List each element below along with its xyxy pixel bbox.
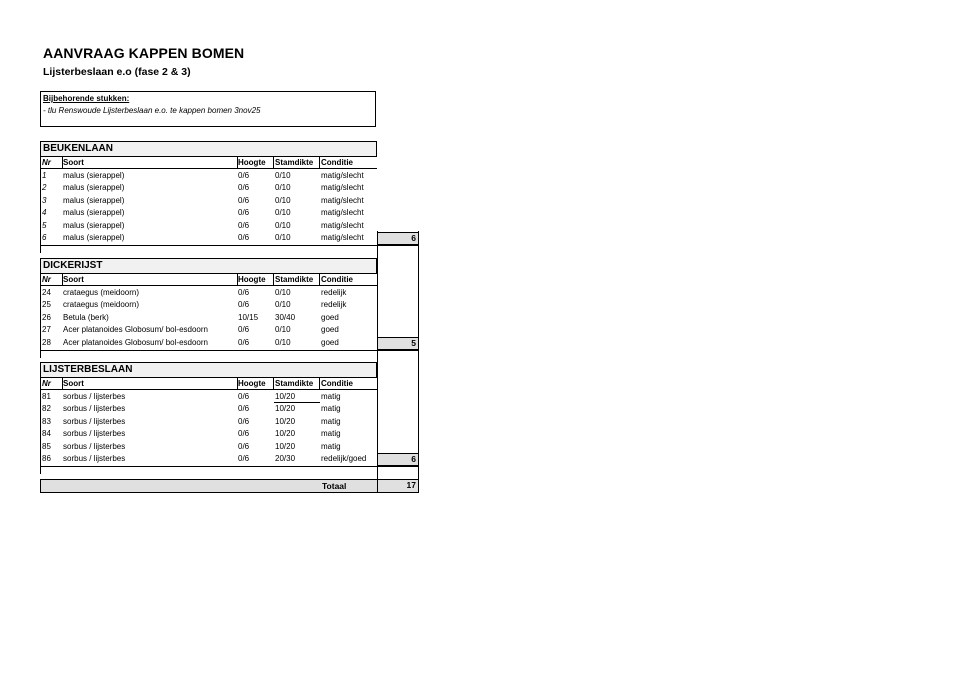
stamdikte-cell: 0/10 bbox=[275, 233, 291, 242]
section-gap-border bbox=[40, 350, 41, 358]
nr-cell: 2 bbox=[42, 183, 47, 193]
conditie-cell: matig bbox=[321, 392, 341, 401]
column-separator bbox=[237, 378, 238, 390]
soort-cell: Acer platanoides Globosum/ bol-esdoorn bbox=[63, 325, 208, 335]
notes-line: - tlu Renswoude Lijsterbeslaan e.o. te kappen bomen 3nov25 bbox=[43, 106, 261, 115]
subtotal-column bbox=[377, 231, 419, 479]
nr-cell: 81 bbox=[42, 392, 51, 401]
stamdikte-cell: 0/10 bbox=[275, 208, 291, 218]
column-header: Nr bbox=[42, 275, 51, 284]
stamdikte-cell: 0/10 bbox=[275, 220, 291, 230]
hoogte-cell: 0/6 bbox=[238, 441, 250, 451]
total-value: 17 bbox=[377, 479, 419, 493]
column-header: Stamdikte bbox=[275, 275, 314, 284]
nr-cell: 84 bbox=[42, 429, 51, 439]
column-separator bbox=[62, 378, 63, 390]
soort-cell: crataegus (meidoorn) bbox=[63, 288, 140, 297]
column-header: Hoogte bbox=[238, 158, 266, 167]
conditie-cell: matig bbox=[321, 404, 341, 414]
hoogte-cell: 0/6 bbox=[238, 429, 250, 439]
conditie-cell: goed bbox=[321, 337, 339, 347]
page-title: AANVRAAG KAPPEN BOMEN bbox=[43, 45, 245, 61]
section-subtotal: 6 bbox=[377, 232, 419, 245]
nr-cell: 86 bbox=[42, 454, 51, 463]
column-header: Conditie bbox=[321, 379, 353, 388]
soort-cell: malus (sierappel) bbox=[63, 208, 125, 218]
stamdikte-cell: 0/10 bbox=[275, 171, 291, 180]
hoogte-cell: 0/6 bbox=[238, 325, 250, 335]
nr-cell: 27 bbox=[42, 325, 51, 335]
nr-cell: 5 bbox=[42, 220, 47, 230]
soort-cell: malus (sierappel) bbox=[63, 183, 125, 193]
stamdikte-cell: 0/10 bbox=[275, 325, 291, 335]
conditie-cell: matig/slecht bbox=[321, 183, 364, 193]
column-header: Hoogte bbox=[238, 275, 266, 284]
column-separator bbox=[273, 378, 274, 390]
hoogte-cell: 0/6 bbox=[238, 392, 250, 401]
soort-cell: Betula (berk) bbox=[63, 312, 109, 322]
section-subtotal: 5 bbox=[377, 337, 419, 350]
table-row bbox=[40, 312, 377, 324]
hoogte-cell: 0/6 bbox=[238, 183, 250, 193]
nr-cell: 25 bbox=[42, 300, 51, 310]
nr-cell: 82 bbox=[42, 404, 51, 414]
section-subtotal: 6 bbox=[377, 453, 419, 466]
cell-underline bbox=[274, 402, 320, 403]
soort-cell: sorbus / lijsterbes bbox=[63, 404, 126, 414]
column-header: Nr bbox=[42, 158, 51, 167]
table-row bbox=[40, 207, 377, 219]
column-separator bbox=[237, 157, 238, 169]
soort-cell: sorbus / lijsterbes bbox=[63, 416, 126, 426]
nr-cell: 4 bbox=[42, 208, 47, 218]
column-header: Conditie bbox=[321, 158, 353, 167]
hoogte-cell: 0/6 bbox=[238, 195, 250, 205]
column-separator bbox=[319, 157, 320, 169]
section-bottom-border bbox=[40, 466, 419, 467]
column-header: Stamdikte bbox=[275, 379, 314, 388]
stamdikte-cell: 0/10 bbox=[275, 337, 291, 347]
section-header: LIJSTERBESLAAN bbox=[40, 362, 377, 378]
hoogte-cell: 0/6 bbox=[238, 288, 250, 297]
section-bottom-border bbox=[40, 350, 419, 351]
conditie-cell: redelijk bbox=[321, 300, 347, 310]
stamdikte-cell: 10/20 bbox=[275, 416, 296, 426]
page-subtitle: Lijsterbeslaan e.o (fase 2 & 3) bbox=[43, 66, 191, 78]
table-row bbox=[40, 232, 377, 244]
column-header-row bbox=[40, 378, 377, 390]
stamdikte-cell: 0/10 bbox=[275, 183, 291, 193]
table-row bbox=[40, 416, 377, 428]
nr-cell: 83 bbox=[42, 416, 51, 426]
nr-cell: 28 bbox=[42, 337, 51, 347]
stamdikte-cell: 10/20 bbox=[275, 392, 296, 401]
conditie-cell: goed bbox=[321, 325, 339, 335]
stamdikte-cell: 10/20 bbox=[275, 441, 296, 451]
table-row bbox=[40, 453, 377, 465]
hoogte-cell: 0/6 bbox=[238, 337, 250, 347]
column-header-row bbox=[40, 274, 377, 286]
column-header: Soort bbox=[63, 158, 84, 167]
table-row bbox=[40, 220, 377, 232]
column-header: Stamdikte bbox=[275, 158, 314, 167]
hoogte-cell: 0/6 bbox=[238, 220, 250, 230]
table-row bbox=[40, 391, 377, 403]
hoogte-cell: 10/15 bbox=[238, 312, 259, 322]
soort-cell: sorbus / lijsterbes bbox=[63, 441, 126, 451]
column-separator bbox=[62, 157, 63, 169]
column-header: Soort bbox=[63, 379, 84, 388]
section-header: BEUKENLAAN bbox=[40, 141, 377, 157]
hoogte-cell: 0/6 bbox=[238, 233, 250, 242]
column-header: Nr bbox=[42, 379, 51, 388]
conditie-cell: matig/slecht bbox=[321, 233, 364, 242]
column-header: Soort bbox=[63, 275, 84, 284]
section-gap-border bbox=[40, 466, 41, 474]
soort-cell: sorbus / lijsterbes bbox=[63, 429, 126, 439]
notes-heading: Bijbehorende stukken: bbox=[43, 94, 130, 103]
column-separator bbox=[319, 378, 320, 390]
conditie-cell: goed bbox=[321, 312, 339, 322]
soort-cell: malus (sierappel) bbox=[63, 171, 125, 180]
table-row bbox=[40, 195, 377, 207]
table-row bbox=[40, 441, 377, 453]
conditie-cell: matig bbox=[321, 416, 341, 426]
nr-cell: 1 bbox=[42, 171, 47, 180]
table-row bbox=[40, 287, 377, 299]
soort-cell: malus (sierappel) bbox=[63, 195, 125, 205]
nr-cell: 26 bbox=[42, 312, 51, 322]
column-header: Hoogte bbox=[238, 379, 266, 388]
column-separator bbox=[237, 274, 238, 286]
soort-cell: malus (sierappel) bbox=[63, 220, 125, 230]
hoogte-cell: 0/6 bbox=[238, 404, 250, 414]
table-row bbox=[40, 403, 377, 415]
conditie-cell: matig bbox=[321, 441, 341, 451]
table-row bbox=[40, 170, 377, 182]
total-label: Totaal bbox=[322, 481, 347, 491]
section-gap-border bbox=[40, 245, 41, 253]
stamdikte-cell: 0/10 bbox=[275, 300, 291, 310]
hoogte-cell: 0/6 bbox=[238, 454, 250, 463]
hoogte-cell: 0/6 bbox=[238, 416, 250, 426]
soort-cell: sorbus / lijsterbes bbox=[63, 454, 126, 463]
notes-box bbox=[40, 91, 376, 127]
total-bar bbox=[40, 479, 419, 493]
column-separator bbox=[62, 274, 63, 286]
conditie-cell: redelijk bbox=[321, 288, 347, 297]
soort-cell: sorbus / lijsterbes bbox=[63, 392, 126, 401]
stamdikte-cell: 10/20 bbox=[275, 404, 296, 414]
hoogte-cell: 0/6 bbox=[238, 208, 250, 218]
table-row bbox=[40, 428, 377, 440]
section-left-border bbox=[40, 258, 41, 350]
table-row bbox=[40, 182, 377, 194]
soort-cell: malus (sierappel) bbox=[63, 233, 125, 242]
column-separator bbox=[273, 274, 274, 286]
nr-cell: 3 bbox=[42, 195, 47, 205]
soort-cell: Acer platanoides Globosum/ bol-esdoorn bbox=[63, 337, 208, 347]
nr-cell: 85 bbox=[42, 441, 51, 451]
column-separator bbox=[319, 274, 320, 286]
section-header: DICKERIJST bbox=[40, 258, 377, 274]
stamdikte-cell: 10/20 bbox=[275, 429, 296, 439]
section-bottom-border bbox=[40, 245, 419, 246]
hoogte-cell: 0/6 bbox=[238, 171, 250, 180]
stamdikte-cell: 20/30 bbox=[275, 454, 296, 463]
conditie-cell: matig/slecht bbox=[321, 220, 364, 230]
soort-cell: crataegus (meidoorn) bbox=[63, 300, 140, 310]
hoogte-cell: 0/6 bbox=[238, 300, 250, 310]
column-header-row bbox=[40, 157, 377, 169]
conditie-cell: matig/slecht bbox=[321, 208, 364, 218]
section-left-border bbox=[40, 141, 41, 245]
table-row bbox=[40, 299, 377, 311]
conditie-cell: redelijk/goed bbox=[321, 454, 367, 463]
conditie-cell: matig/slecht bbox=[321, 171, 364, 180]
stamdikte-cell: 0/10 bbox=[275, 288, 291, 297]
conditie-cell: matig bbox=[321, 429, 341, 439]
conditie-cell: matig/slecht bbox=[321, 195, 364, 205]
column-header: Conditie bbox=[321, 275, 353, 284]
column-separator bbox=[273, 157, 274, 169]
table-row bbox=[40, 337, 377, 349]
nr-cell: 24 bbox=[42, 288, 51, 297]
stamdikte-cell: 30/40 bbox=[275, 312, 296, 322]
nr-cell: 6 bbox=[42, 233, 47, 242]
stamdikte-cell: 0/10 bbox=[275, 195, 291, 205]
section-left-border bbox=[40, 362, 41, 466]
table-row bbox=[40, 324, 377, 336]
